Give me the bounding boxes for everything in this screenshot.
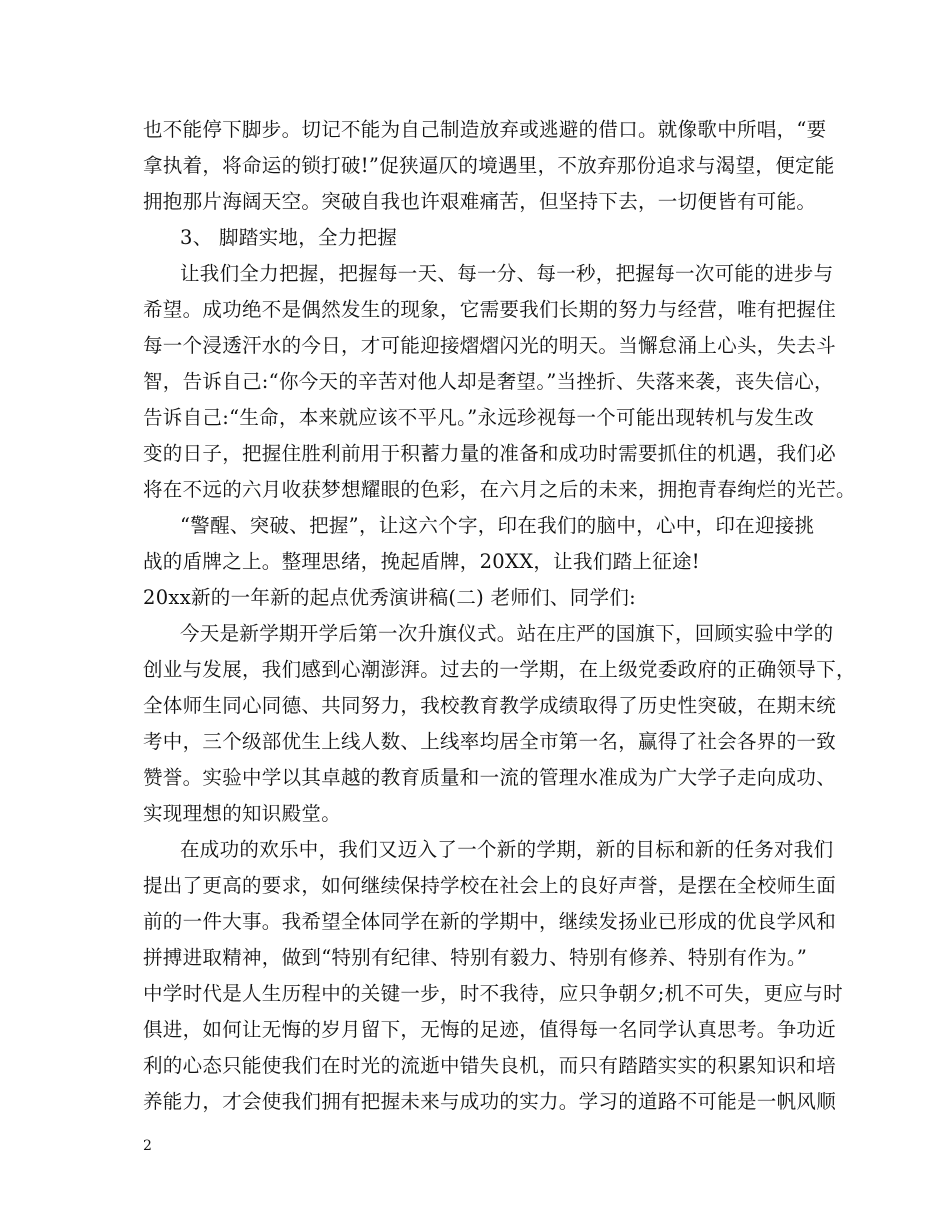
text-line: 养能力，才会使我们拥有把握未来与成功的实力。学习的道路不可能是一帆风顺 bbox=[143, 1090, 837, 1113]
text-line: 智，告诉自己:“你今天的辛苦对他人却是奢望。”当挫折、失落来袭，丧失信心， bbox=[143, 370, 834, 393]
text-line: 俱进，如何让无悔的岁月留下，无悔的足迹，值得每一名同学认真思考。争功近 bbox=[143, 1018, 837, 1041]
text-line: 每一个浸透汗水的今日，才可能迎接熠熠闪光的明天。当懈怠涌上心头，失去斗 bbox=[143, 334, 837, 357]
text-line: 考中，三个级部优生上线人数、上线率均居全市第一名，赢得了社会各界的一致 bbox=[143, 730, 837, 753]
text-line: 中学时代是人生历程中的关键一步，时不我待，应只争朝夕;机不可失，更应与时 bbox=[143, 982, 843, 1005]
paragraph-start: 让我们全力把握，把握每一天、每一分、每一秒，把握每一次可能的进步与 bbox=[180, 262, 834, 285]
paragraph-start: “警醒、突破、把握”，让这六个字，印在我们的脑中，心中，印在迎接挑 bbox=[180, 514, 815, 537]
text-line: 赞誉。实验中学以其卓越的教育质量和一流的管理水准成为广大学子走向成功、 bbox=[143, 766, 837, 789]
page-number: 2 bbox=[143, 1138, 152, 1154]
text-line: 拥抱那片海阔天空。突破自我也许艰难痛苦，但坚持下去，一切便皆有可能。 bbox=[143, 190, 817, 213]
text-line: 变的日子，把握住胜利前用于积蓄力量的准备和成功时需要抓住的机遇，我们必 bbox=[143, 442, 837, 465]
text-line: 告诉自己:“生命，本来就应该不平凡。”永远珍视每一个可能出现转机与发生改 bbox=[143, 406, 815, 429]
text-line: 希望。成功绝不是偶然发生的现象，它需要我们长期的努力与经营，唯有把握住 bbox=[143, 298, 837, 321]
text-line: 拼搏进取精神，做到“特别有纪律、特别有毅力、特别有修养、特别有作为。” bbox=[143, 946, 808, 969]
text-line: 前的一件大事。我希望全体同学在新的学期中，继续发扬业已形成的优良学风和 bbox=[143, 910, 837, 933]
text-line: 提出了更高的要求，如何继续保持学校在社会上的良好声誉，是摆在全校师生面 bbox=[143, 874, 837, 897]
paragraph-start: 今天是新学期开学后第一次升旗仪式。站在庄严的国旗下，回顾实验中学的 bbox=[180, 622, 834, 645]
text-line: 将在不远的六月收获梦想耀眼的色彩，在六月之后的未来，拥抱青春绚烂的光芒。 bbox=[143, 478, 856, 501]
text-line: 也不能停下脚步。切记不能为自己制造放弃或逃避的借口。就像歌中所唱，“要 bbox=[143, 118, 827, 141]
text-line: 战的盾牌之上。整理思绪，挽起盾牌，20XX，让我们踏上征途! bbox=[143, 550, 700, 573]
text-line: 创业与发展，我们感到心潮澎湃。过去的一学期，在上级党委政府的正确领导下， bbox=[143, 658, 856, 681]
paragraph-start: 在成功的欢乐中，我们又迈入了一个新的学期，新的目标和新的任务对我们 bbox=[180, 838, 834, 861]
text-line: 利的心态只能使我们在时光的流逝中错失良机，而只有踏踏实实的积累知识和培 bbox=[143, 1054, 837, 1077]
text-line: 全体师生同心同德、共同努力，我校教育教学成绩取得了历史性突破，在期末统 bbox=[143, 694, 837, 717]
speech-title: 20xx新的一年新的起点优秀演讲稿(二) 老师们、同学们: bbox=[143, 586, 636, 609]
text-line: 实现理想的知识殿堂。 bbox=[143, 802, 342, 825]
section-heading: 3、 脚踏实地，全力把握 bbox=[180, 226, 398, 249]
text-line: 拿执着，将命运的锁打破!”促狭逼仄的境遇里，不放弃那份追求与渴望，便定能 bbox=[143, 154, 835, 177]
